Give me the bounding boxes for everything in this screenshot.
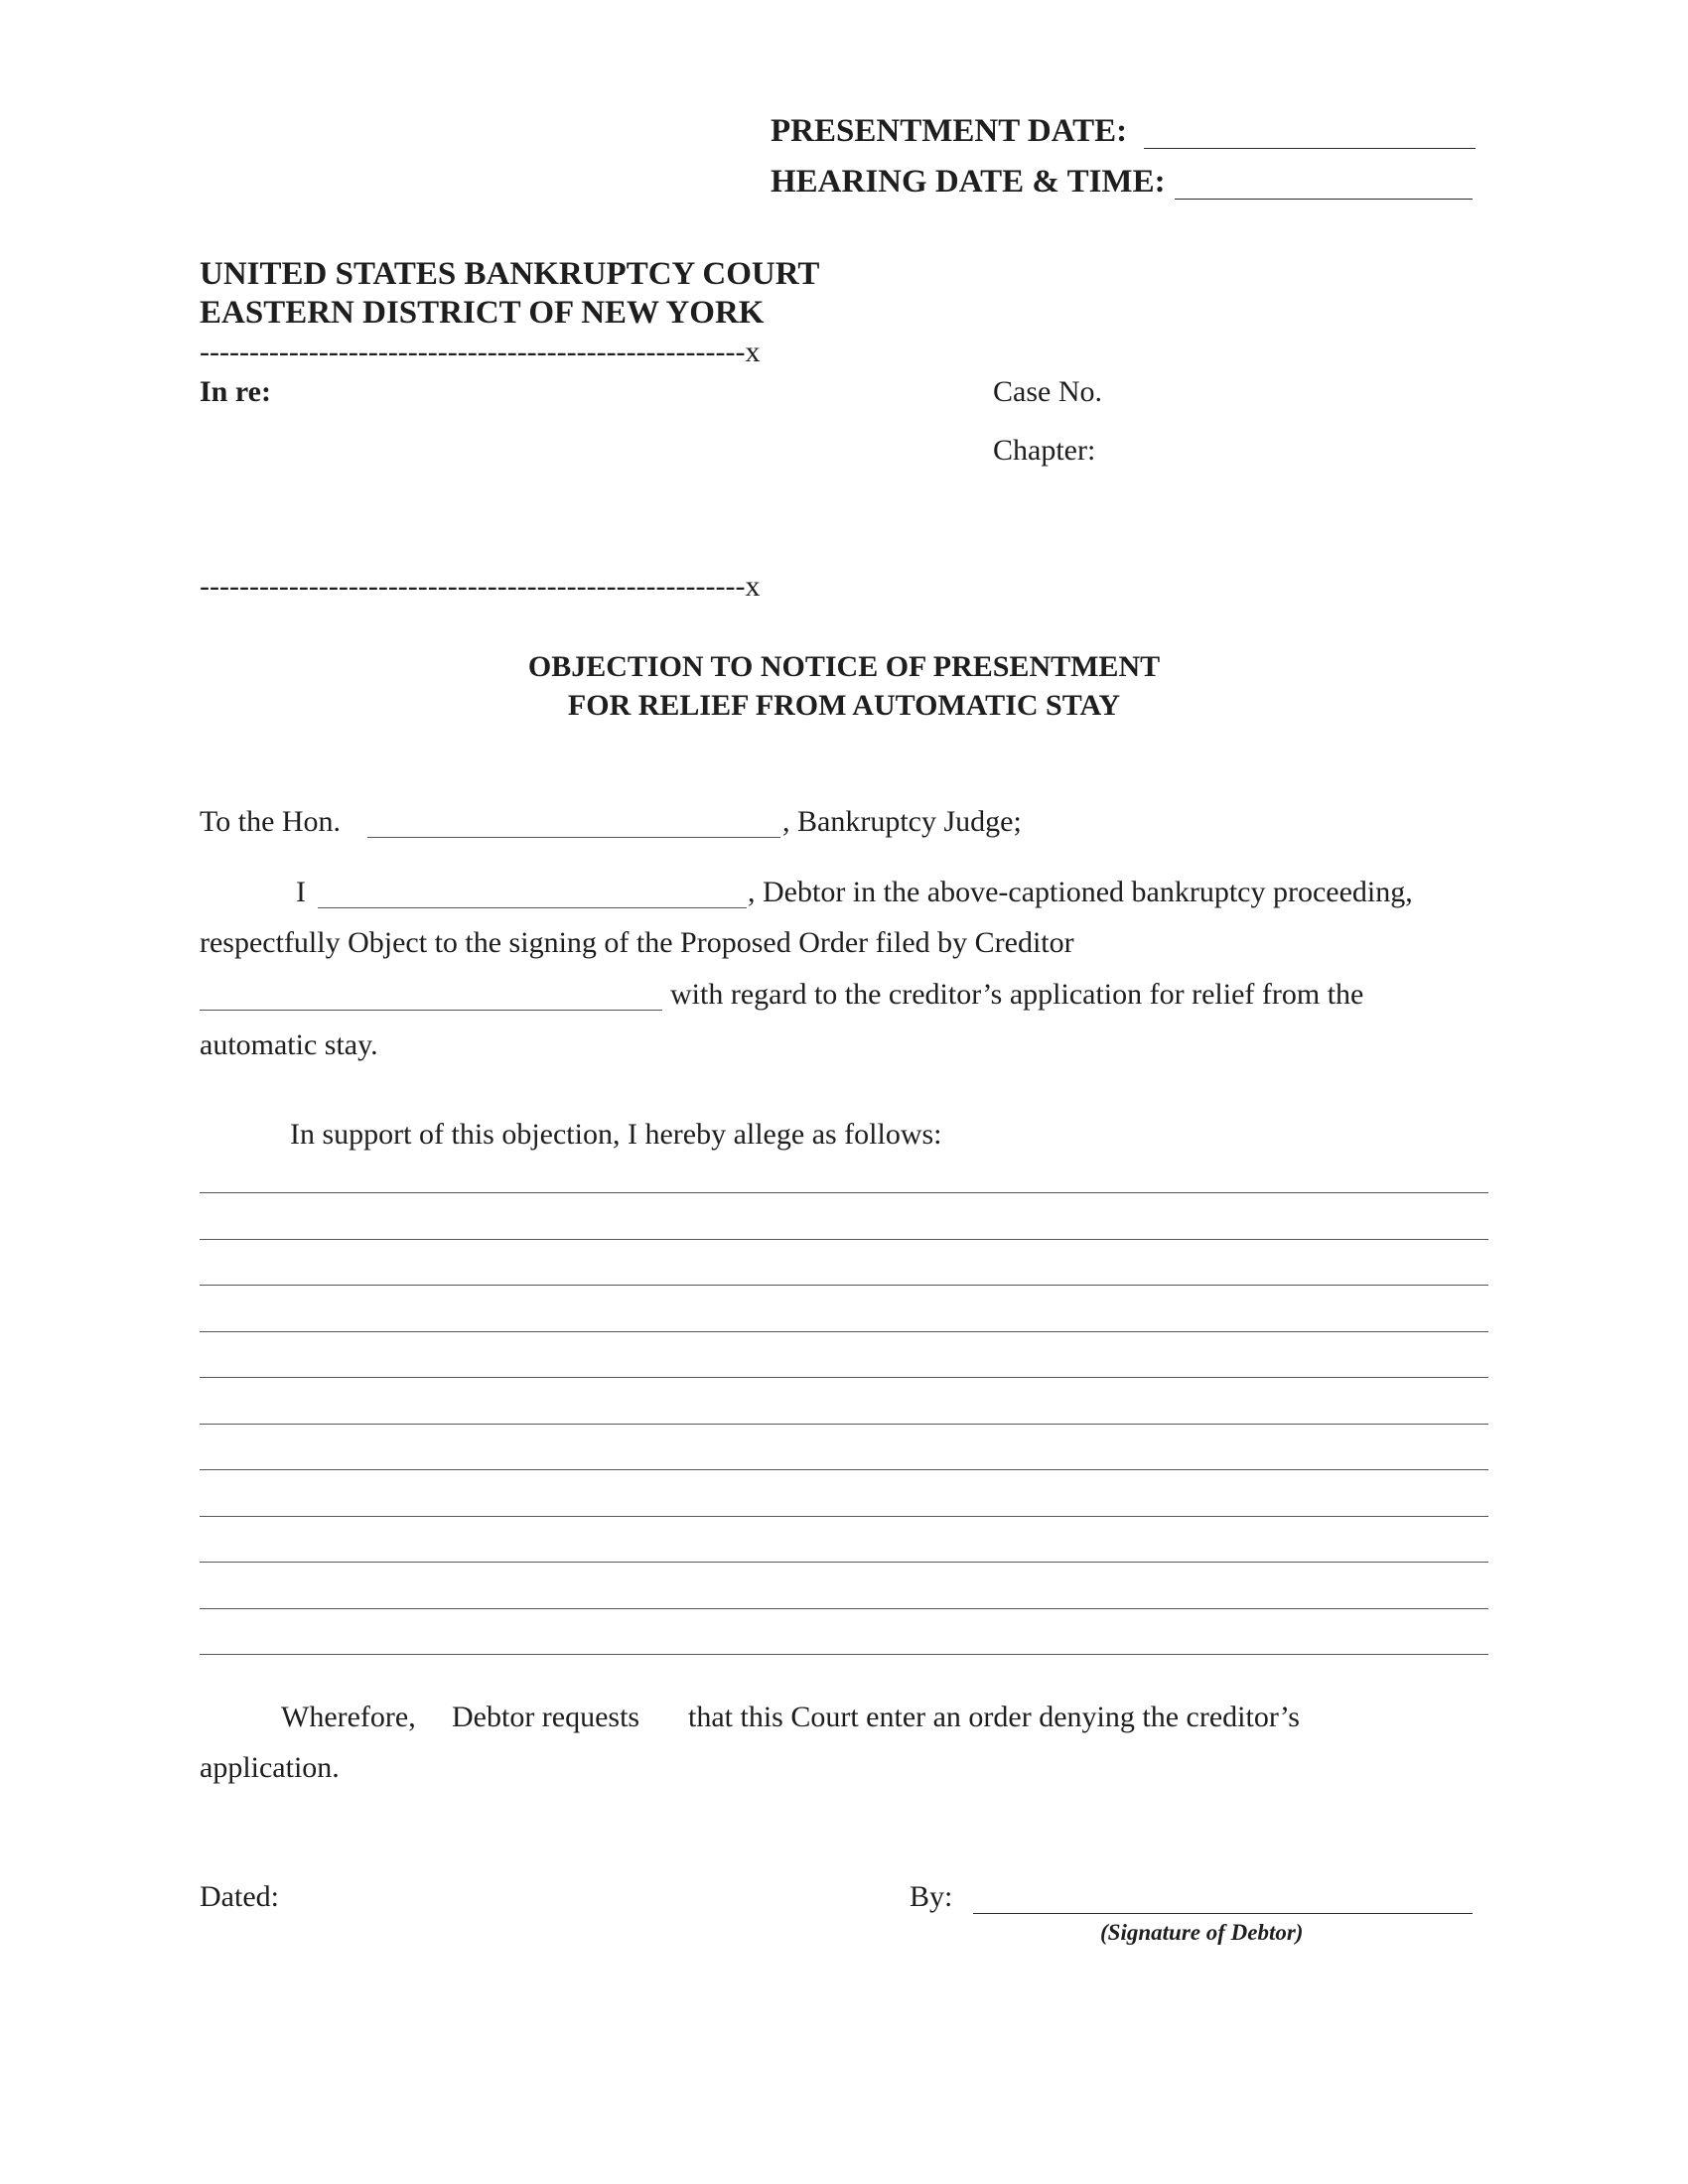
by-label: By: bbox=[910, 1880, 953, 1913]
dated-label: Dated: bbox=[200, 1880, 279, 1913]
allegation-line[interactable] bbox=[200, 1331, 1488, 1332]
support-intro: In support of this objection, I hereby allege as follows: bbox=[290, 1118, 942, 1151]
chapter-label: Chapter: bbox=[993, 434, 1096, 467]
para1-line2: respectfully Object to the signing of the Proposed Order filed by Creditor bbox=[200, 926, 1074, 959]
caption-separator-top: -------------------------------------------------------x bbox=[200, 338, 761, 367]
salutation-suffix: , Bankruptcy Judge; bbox=[782, 805, 1022, 838]
presentment-date-label: PRESENTMENT DATE: bbox=[771, 113, 1128, 149]
allegation-line[interactable] bbox=[200, 1608, 1488, 1609]
para1-prefix: I bbox=[296, 876, 306, 908]
hearing-date-label: HEARING DATE & TIME: bbox=[771, 164, 1166, 200]
allegation-line[interactable] bbox=[200, 1654, 1488, 1655]
allegation-line[interactable] bbox=[200, 1285, 1488, 1286]
para1-line1-suffix: , Debtor in the above-captioned bankruptcy proceeding, bbox=[748, 876, 1413, 908]
wherefore-text: that this Court enter an order denying the creditor’s bbox=[688, 1701, 1300, 1733]
allegation-line[interactable] bbox=[200, 1239, 1488, 1240]
signature-field[interactable] bbox=[973, 1913, 1473, 1914]
allegation-line[interactable] bbox=[200, 1562, 1488, 1563]
wherefore-line2: application. bbox=[200, 1751, 340, 1784]
allegation-line[interactable] bbox=[200, 1377, 1488, 1378]
case-no-label: Case No. bbox=[993, 375, 1102, 408]
salutation-prefix: To the Hon. bbox=[200, 805, 342, 838]
in-re-label: In re: bbox=[200, 375, 271, 408]
allegation-line[interactable] bbox=[200, 1469, 1488, 1470]
caption-separator-bottom: -------------------------------------------------------x bbox=[200, 572, 761, 602]
document-title-line2: FOR RELIEF FROM AUTOMATIC STAY bbox=[567, 689, 1121, 722]
court-name: UNITED STATES BANKRUPTCY COURT bbox=[200, 256, 820, 292]
presentment-date-field[interactable] bbox=[1144, 148, 1476, 149]
judge-name-field[interactable] bbox=[367, 837, 780, 838]
debtor-name-field[interactable] bbox=[318, 907, 747, 908]
para1-line4: automatic stay. bbox=[200, 1028, 378, 1061]
allegation-line[interactable] bbox=[200, 1516, 1488, 1517]
wherefore-debtor-requests: Debtor requests bbox=[452, 1701, 640, 1733]
creditor-name-field[interactable] bbox=[200, 1010, 662, 1011]
allegation-line[interactable] bbox=[200, 1192, 1488, 1193]
court-district: EASTERN DISTRICT OF NEW YORK bbox=[200, 295, 765, 331]
para1-line3-suffix: with regard to the creditor’s application for relief from the bbox=[670, 978, 1364, 1011]
allegation-line[interactable] bbox=[200, 1424, 1488, 1425]
hearing-date-field[interactable] bbox=[1175, 199, 1473, 200]
wherefore-lead: Wherefore, bbox=[281, 1701, 416, 1733]
document-title-line1: OBJECTION TO NOTICE OF PRESENTMENT bbox=[527, 650, 1161, 683]
signature-caption: (Signature of Debtor) bbox=[1100, 1920, 1304, 1945]
